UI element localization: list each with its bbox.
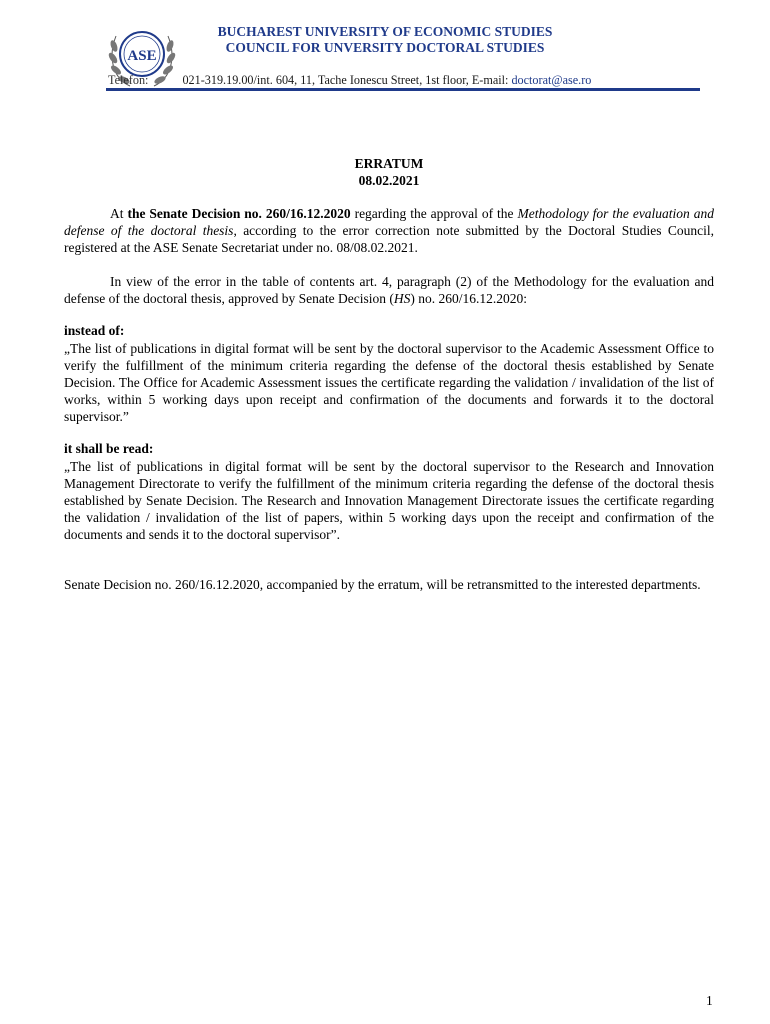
instead-heading: instead of: — [64, 323, 125, 338]
shall-text: „The list of publications in digital format will be sent by the doctoral supervisor to the Research and Innovation Management Directorate to verify the fulfillment of the minimum criteria regarding the defense of the doctoral thesis established by Senate Decision. The Research and Innovation Management Directorate issues the certificate regarding the validation / invalidation of the list of papers, within 5 working days upon the receipt and confirmation of the documents and sends it to the doctoral supervisor”. — [64, 459, 714, 542]
council-name: COUNCIL FOR UNVERSITY DOCTORAL STUDIES — [225, 40, 545, 55]
telefon-label: Telefon: — [108, 73, 149, 87]
header-divider — [106, 88, 700, 91]
logo-monogram: ASE — [127, 48, 157, 64]
contact-text: 021-319.19.00/int. 604, 11, Tache Ionescu Street, 1st floor, E-mail: — [182, 73, 512, 87]
document-date: 08.02.2021 — [358, 173, 420, 188]
instead-text: „The list of publications in digital format will be sent by the doctoral supervisor to the Academic Assessment Office to verify the fulfillment of the minimum criteria regarding the defense of the doctoral thesis established by Senate Decision. The Office for Academic Assessment issues the certificate regarding the validation / invalidation of the list of works, within 5 working days upon receipt and confirmation of the documents and forwards it to the doctoral supervisor.” — [64, 341, 714, 424]
shall-heading: it shall be read: — [64, 441, 154, 456]
paragraph-error-context: In view of the error in the table of contents art. 4, paragraph (2) of the Methodology for the evaluation and defense of the doctoral thesis, approved by Senate Decision (HS) no. 260/16.12.2020: — [64, 274, 714, 306]
paragraph-intro: At the Senate Decision no. 260/16.12.2020 regarding the approval of the Methodology for the evaluation and defense of the doctoral thesis, according to the error correction note submitted by the Doctoral Studies Council, registered at the ASE Senate Secretariat under no. 08/08.02.2021. — [64, 206, 715, 255]
document-title: ERRATUM — [354, 156, 424, 171]
senate-decision-ref: the Senate Decision no. 260/16.12.2020 — [127, 206, 351, 221]
contact-line — [108, 73, 728, 88]
page-number: 1 — [706, 993, 713, 1008]
closing-paragraph: Senate Decision no. 260/16.12.2020, accompanied by the erratum, will be retransmitted to the interested departments. — [64, 577, 701, 592]
methodology-title: Methodology for the evaluation and defense of the doctoral thesis — [64, 206, 715, 238]
university-name: BUCHAREST UNIVERSITY OF ECONOMIC STUDIES — [217, 24, 553, 39]
email-link[interactable]: doctorat@ase.ro — [511, 73, 592, 87]
